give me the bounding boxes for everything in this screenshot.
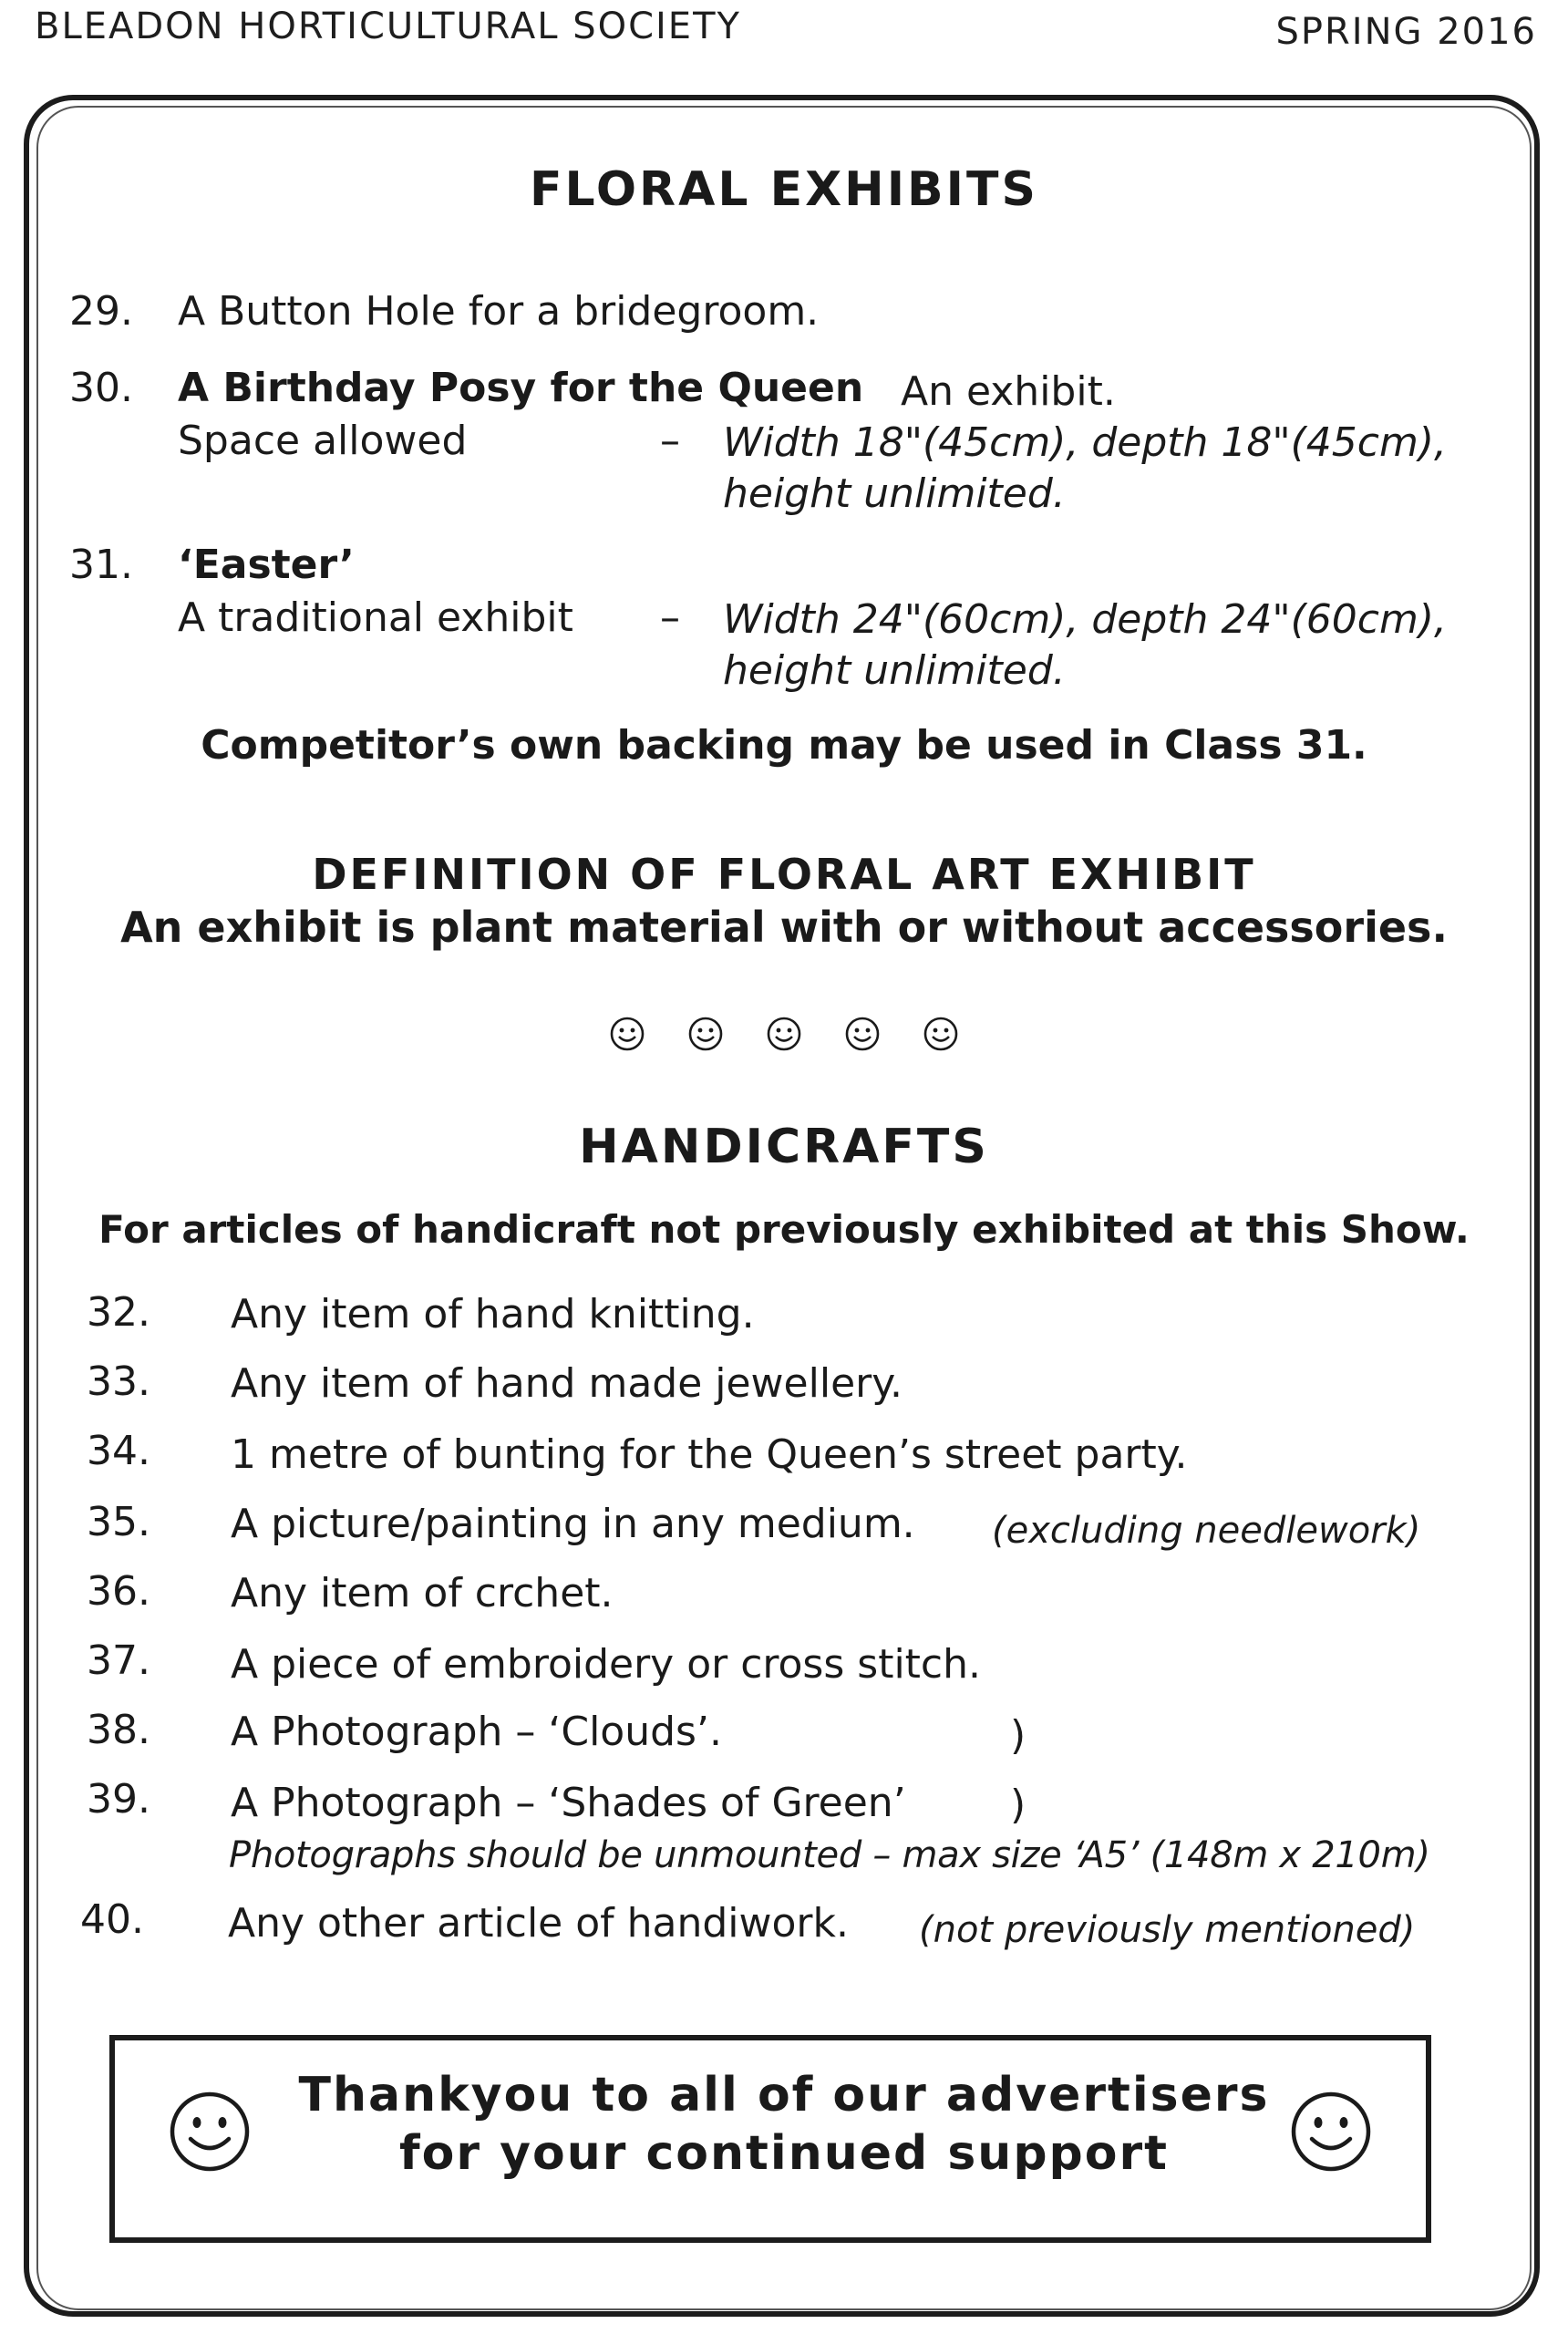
class-32-text: Any item of hand knitting. — [231, 1291, 755, 1337]
class-35-number: 35. — [87, 1499, 150, 1545]
handicrafts-title: HANDICRAFTS — [579, 1120, 989, 1174]
class-35-text: A picture/painting in any medium. — [231, 1501, 915, 1547]
class-30-title: A Birthday Posy for the Queen — [178, 365, 864, 411]
class-38-text: A Photograph – ‘Clouds’. — [231, 1709, 722, 1755]
class-32-number: 32. — [87, 1289, 150, 1336]
season-label: SPRING 2016 — [1275, 11, 1537, 53]
class-30-spec-height: height unlimited. — [723, 470, 1066, 517]
class-35-note: (excluding needlework) — [992, 1510, 1421, 1552]
smiley-divider — [0, 1016, 1568, 1052]
class-31-dash: – — [660, 594, 680, 641]
class-30-dash: – — [660, 418, 680, 464]
class-38-bracket: ) — [1010, 1712, 1026, 1759]
class-38-number: 38. — [87, 1707, 150, 1753]
class-31-traditional-label: A traditional exhibit — [178, 594, 573, 641]
class-31-spec-dimensions: Width 24"(60cm), depth 24"(60cm), — [723, 596, 1447, 643]
class-31-number: 31. — [69, 542, 133, 588]
class-36-number: 36. — [87, 1568, 150, 1615]
class-37-text: A piece of embroidery or cross stitch. — [231, 1641, 981, 1688]
class-39-bracket: ) — [1010, 1781, 1026, 1828]
class-40-number: 40. — [80, 1896, 144, 1943]
class-34-number: 34. — [87, 1428, 150, 1474]
class-40-note: (not previously mentioned) — [919, 1909, 1416, 1951]
class-39-note: Photographs should be unmounted – max size ‘A5’ (148m x 210m) — [229, 1834, 1430, 1876]
definition-text: An exhibit is plant material with or without accessories. — [120, 903, 1448, 952]
class-37-number: 37. — [87, 1637, 150, 1684]
class-33-text: Any item of hand made jewellery. — [231, 1360, 903, 1407]
class-30-spec-dimensions: Width 18"(45cm), depth 18"(45cm), — [723, 419, 1447, 466]
class-33-number: 33. — [87, 1358, 150, 1405]
class-30-space-label: Space allowed — [178, 418, 468, 464]
society-name: BLEADON HORTICULTURAL SOCIETY — [35, 5, 741, 47]
handicrafts-subtitle: For articles of handicraft not previously exhibited at this Show. — [98, 1207, 1470, 1252]
class-40-text: Any other article of handiwork. — [228, 1900, 849, 1947]
class-31-title: ‘Easter’ — [178, 542, 355, 588]
class-34-text: 1 metre of bunting for the Queen’s street party. — [231, 1431, 1188, 1478]
smiley-face-icon — [923, 1016, 959, 1052]
smiley-face-icon — [687, 1016, 724, 1052]
class-29-text: A Button Hole for a bridegroom. — [178, 288, 820, 335]
class-30-number: 30. — [69, 365, 133, 411]
smiley-face-icon — [844, 1016, 881, 1052]
class-36-text: Any item of crchet. — [231, 1570, 614, 1616]
thanks-line-2: for your continued support — [398, 2126, 1169, 2181]
floral-exhibits-title: FLORAL EXHIBITS — [530, 162, 1038, 217]
class-31-spec-height: height unlimited. — [723, 647, 1066, 694]
smiley-face-icon — [766, 1016, 802, 1052]
backing-note: Competitor’s own backing may be used in Class 31. — [201, 722, 1367, 769]
class-39-text: A Photograph – ‘Shades of Green’ — [231, 1780, 906, 1826]
thanks-line-1: Thankyou to all of our advertisers — [298, 2068, 1270, 2122]
smiley-face-icon — [609, 1016, 645, 1052]
class-29-number: 29. — [69, 288, 133, 335]
definition-title: DEFINITION OF FLORAL ART EXHIBIT — [312, 850, 1256, 899]
class-30-text: An exhibit. — [901, 368, 1116, 415]
class-39-number: 39. — [87, 1776, 150, 1823]
